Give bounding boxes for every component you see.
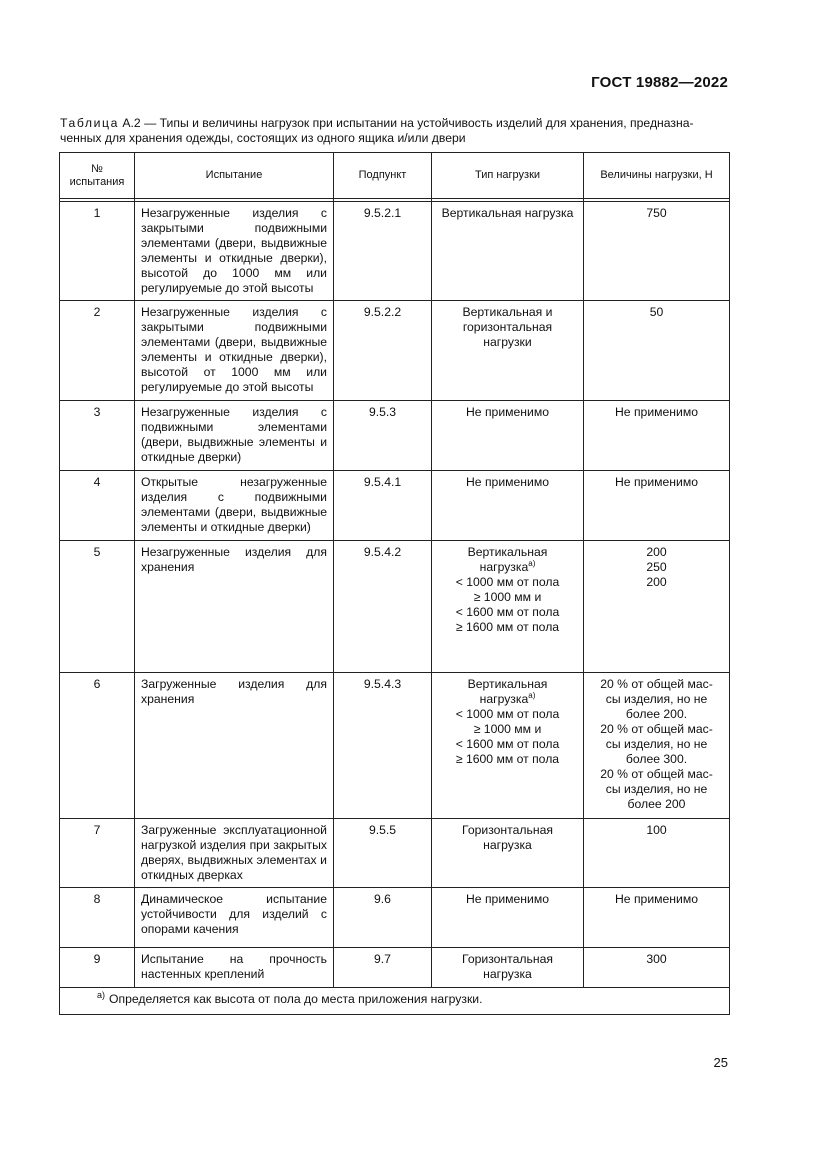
footnote-mark: а) bbox=[97, 989, 106, 1000]
cell-value: 50 bbox=[584, 301, 730, 401]
value-line: 20 % от общей мас- bbox=[600, 677, 713, 691]
value-line: более 200. bbox=[625, 707, 688, 721]
header-load-type: Тип нагрузки bbox=[432, 153, 584, 199]
value-line: более 300. bbox=[625, 752, 688, 766]
table-caption bbox=[60, 116, 730, 146]
cell-num: 3 bbox=[60, 401, 135, 471]
value-line: более 200 bbox=[627, 797, 686, 811]
cell-test: Загруженные эксплуатационной нагрузкой изделия при закрытых дверях, выдвижных элементах и откидных дверках bbox=[135, 819, 334, 888]
caption-text-line2: ченных для хранения одежды, состоящих из одного ящика и/или двери bbox=[60, 131, 466, 145]
cell-num: 6 bbox=[60, 673, 135, 819]
load-type-line: < 1000 мм от пола bbox=[455, 707, 560, 721]
cell-clause: 9.6 bbox=[334, 888, 432, 948]
cell-load-type: Вертикальная нагрузка bbox=[432, 202, 584, 301]
cell-num: 7 bbox=[60, 819, 135, 888]
cell-load-type: Не применимо bbox=[432, 401, 584, 471]
table-footnote bbox=[60, 988, 730, 1015]
cell-value: Не применимо bbox=[584, 401, 730, 471]
load-type-head-b: нагрузка$^{а)}$ bbox=[479, 558, 536, 574]
table-row bbox=[60, 541, 730, 673]
cell-value: 100 bbox=[584, 819, 730, 888]
load-table bbox=[59, 152, 730, 1015]
cell-clause: 9.5.4.3 bbox=[334, 673, 432, 819]
load-type-line: < 1000 мм от пола bbox=[455, 575, 560, 589]
load-type-line: < 1600 мм от пола bbox=[455, 605, 560, 619]
table-header-row bbox=[60, 153, 730, 199]
caption-text-line1: — Типы и величины нагрузок при испытании на устойчивость изделий для хранения, предназна- bbox=[144, 116, 694, 130]
value-line: 20 % от общей мас- bbox=[600, 767, 713, 781]
cell-num: 5 bbox=[60, 541, 135, 673]
footnote-text: Определяется как высота от пола до места приложения нагрузки. bbox=[109, 992, 483, 1006]
table-row bbox=[60, 673, 730, 819]
cell-test: Незагруженные изделия с закрытыми подвижными элементами (двери, выдвижные элементы и откидные дверки), высотой от 1000 мм или регулируемые до этой высоты bbox=[135, 301, 334, 401]
table-row bbox=[60, 819, 730, 888]
value-line: сы изделия, но не bbox=[605, 692, 708, 706]
cell-test: Незагруженные изделия с закрытыми подвижными элементами (двери, выдвижные элементы и откидные дверки), высотой до 1000 мм или регулируемые до этой высоты bbox=[135, 202, 334, 301]
cell-clause: 9.5.2.1 bbox=[334, 202, 432, 301]
cell-load-type: Горизонтальная нагрузка bbox=[432, 819, 584, 888]
table-row bbox=[60, 471, 730, 541]
cell-value: Не применимо bbox=[584, 471, 730, 541]
caption-label: Таблица bbox=[60, 116, 119, 130]
cell-value: 300 bbox=[584, 948, 730, 988]
cell-test: Испытание на прочность настенных креплений bbox=[135, 948, 334, 988]
document-code: ГОСТ 19882—2022 bbox=[591, 74, 728, 91]
value-line: 20 % от общей мас- bbox=[600, 722, 713, 736]
cell-value: 750 bbox=[584, 202, 730, 301]
cell-clause: 9.5.2.2 bbox=[334, 301, 432, 401]
header-num: № испытания bbox=[60, 153, 135, 199]
value-line: 200 bbox=[646, 545, 667, 559]
load-type-line: ≥ 1000 мм и bbox=[473, 722, 542, 736]
value-line: сы изделия, но не bbox=[605, 782, 708, 796]
header-test: Испытание bbox=[135, 153, 334, 199]
cell-test: Открытые незагруженные изделия с подвижными элементами (двери, выдвижные элементы и откидные дверки) bbox=[135, 471, 334, 541]
load-type-line: ≥ 1600 мм от пола bbox=[455, 620, 560, 634]
load-type-head-b: нагрузка$^{а)}$ bbox=[479, 690, 536, 706]
cell-value bbox=[584, 541, 730, 673]
cell-test: Незагруженные изделия с подвижными элементами (двери, выдвижные элементы и откидные дверки) bbox=[135, 401, 334, 471]
cell-test: Загруженные изделия для хранения bbox=[135, 673, 334, 819]
footnote-ref: а) bbox=[528, 558, 536, 568]
load-type-head-a: Вертикальная bbox=[467, 545, 548, 559]
value-line: 200 bbox=[646, 575, 667, 589]
value-line: сы изделия, но не bbox=[605, 737, 708, 751]
cell-clause: 9.5.3 bbox=[334, 401, 432, 471]
header-load-value: Величины нагрузки, Н bbox=[584, 153, 730, 199]
page-number: 25 bbox=[713, 1055, 728, 1070]
footnote-ref: а) bbox=[528, 690, 536, 700]
table-footnote-row bbox=[60, 988, 730, 1015]
cell-clause: 9.5.5 bbox=[334, 819, 432, 888]
cell-num: 2 bbox=[60, 301, 135, 401]
cell-value bbox=[584, 673, 730, 819]
cell-load-type bbox=[432, 673, 584, 819]
cell-clause: 9.5.4.2 bbox=[334, 541, 432, 673]
table-row bbox=[60, 888, 730, 948]
table-row bbox=[60, 401, 730, 471]
cell-value: Не применимо bbox=[584, 888, 730, 948]
table-row bbox=[60, 948, 730, 988]
cell-clause: 9.7 bbox=[334, 948, 432, 988]
cell-load-type: Не применимо bbox=[432, 888, 584, 948]
cell-num: 8 bbox=[60, 888, 135, 948]
cell-test: Динамическое испытание устойчивости для изделий с опорами качения bbox=[135, 888, 334, 948]
cell-clause: 9.5.4.1 bbox=[334, 471, 432, 541]
cell-load-type: Не применимо bbox=[432, 471, 584, 541]
table-row bbox=[60, 202, 730, 301]
cell-num: 1 bbox=[60, 202, 135, 301]
load-type-line: ≥ 1600 мм от пола bbox=[455, 752, 560, 766]
cell-num: 9 bbox=[60, 948, 135, 988]
cell-load-type: Горизонтальная нагрузка bbox=[432, 948, 584, 988]
table-row bbox=[60, 301, 730, 401]
load-type-line: < 1600 мм от пола bbox=[455, 737, 560, 751]
value-line: 250 bbox=[646, 560, 667, 574]
cell-test: Незагруженные изделия для хранения bbox=[135, 541, 334, 673]
caption-number: А.2 bbox=[122, 116, 141, 130]
load-type-head-a: Вертикальная bbox=[467, 677, 548, 691]
cell-num: 4 bbox=[60, 471, 135, 541]
header-clause: Подпункт bbox=[334, 153, 432, 199]
load-type-line: ≥ 1000 мм и bbox=[473, 590, 542, 604]
cell-load-type bbox=[432, 541, 584, 673]
cell-load-type: Вертикальная и горизонтальная нагрузки bbox=[432, 301, 584, 401]
